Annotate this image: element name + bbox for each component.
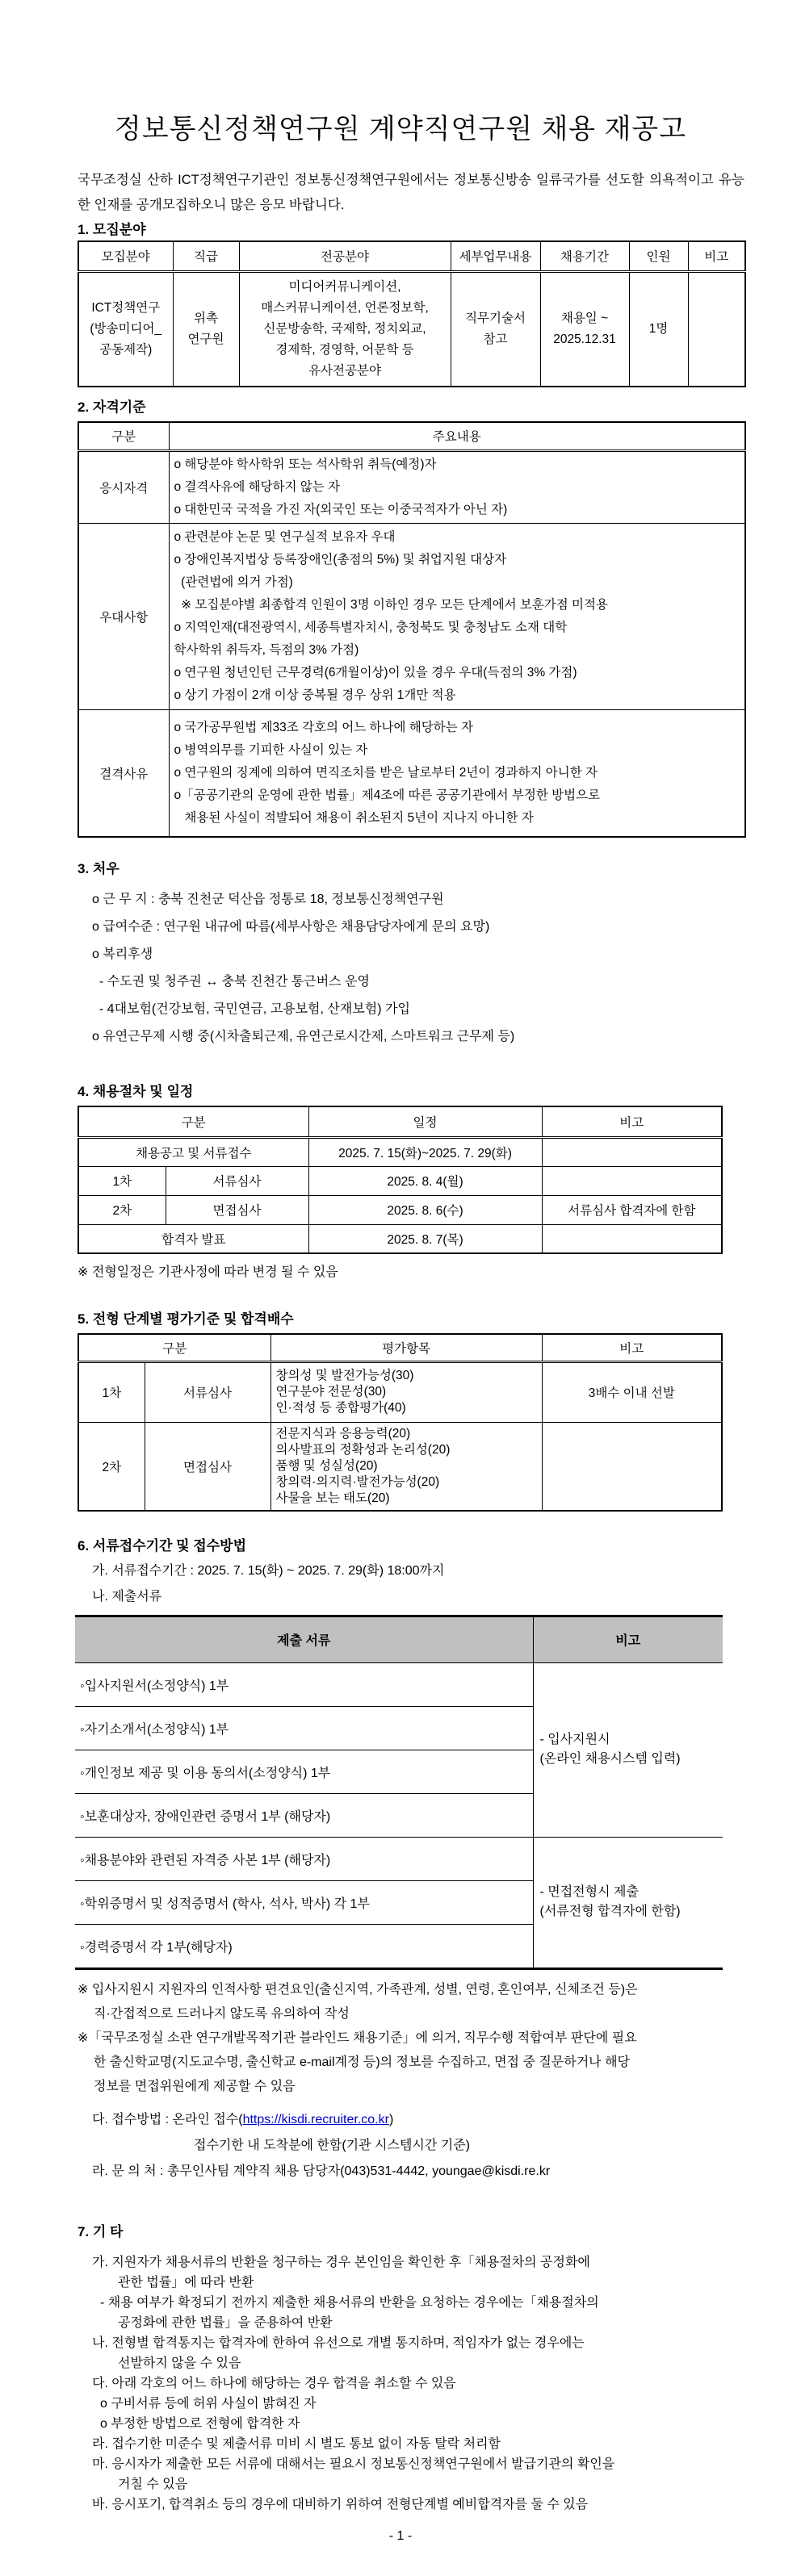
table-cell: 채용일 ~ 2025.12.31 bbox=[540, 271, 629, 387]
content-line: ※ 모집분야별 최종합격 인원이 3명 이하인 경우 모든 단계에서 보훈가점 미적용 bbox=[174, 597, 608, 612]
remark-line: 정보를 면접위원에게 제공할 수 있음 bbox=[94, 2079, 296, 2093]
remark-line: ※「국무조정실 소관 연구개발목적기관 블라인드 채용기준」에 의거, 직무수행 적합여부 판단에 필요 bbox=[78, 2030, 637, 2045]
table-row bbox=[78, 523, 745, 709]
method-label: 다. 접수방법 : 온라인 접수( bbox=[92, 2112, 243, 2126]
section-4-heading: 4. 채용절차 및 일정 bbox=[78, 1084, 194, 1099]
qualification-table bbox=[78, 421, 746, 838]
criteria-item: 인·적성 등 종합평가(40) bbox=[275, 1401, 406, 1415]
stage-name: 서류심사 bbox=[145, 1361, 270, 1422]
misc-line: 선발하지 않을 수 있음 bbox=[118, 2356, 241, 2370]
col-header: 평가항목 bbox=[270, 1334, 542, 1361]
remark-line: 한 출신학교명(지도교수명, 출신학교 e-mail계정 등)의 정보를 수집하고, 면접 중 질문하거나 해당 bbox=[94, 2055, 630, 2069]
note-line: (서류전형 합격자에 한함) bbox=[539, 1905, 681, 1918]
criteria-item: 전문지식과 응용능력(20) bbox=[275, 1426, 411, 1441]
application-period: 가. 서류접수기간 : 2025. 7. 15(화) ~ 2025. 7. 29(화) 18:00까지 bbox=[92, 1563, 445, 1578]
misc-line: 관한 법률」에 따라 반환 bbox=[118, 2275, 254, 2290]
row-label: 결격사유 bbox=[78, 709, 169, 837]
table-row bbox=[78, 1224, 722, 1253]
note bbox=[542, 1224, 722, 1253]
note-line: (온라인 채용시스템 입력) bbox=[539, 1752, 681, 1766]
content-line: o 관련분야 논문 및 연구실적 보유자 우대 bbox=[174, 529, 396, 544]
note-online bbox=[533, 1662, 723, 1837]
note-interview bbox=[533, 1837, 723, 1968]
date: 2025. 8. 4(월) bbox=[308, 1166, 542, 1195]
table-row bbox=[78, 1137, 722, 1166]
contact-info: 라. 문 의 처 : 총무인사팀 계약직 채용 담당자(043)531-4442, youngae@kisdi.re.kr bbox=[92, 2164, 551, 2178]
benefit-line: o 복리후생 bbox=[92, 947, 153, 961]
misc-line: 공정화에 관한 법률」을 준용하여 반환 bbox=[118, 2315, 333, 2330]
table-row bbox=[78, 1422, 722, 1511]
content-line: o 결격사유에 해당하지 않는 자 bbox=[174, 479, 341, 494]
row-label: 우대사항 bbox=[78, 523, 169, 709]
benefit-line: - 수도권 및 청주권 ↔ 충북 진천간 통근버스 운영 bbox=[92, 975, 370, 989]
criteria-item: 창의력·의지력·발전가능성(20) bbox=[275, 1474, 440, 1489]
col-header: 모집분야 bbox=[78, 241, 173, 271]
documents-table bbox=[75, 1615, 723, 1970]
section-3-heading: 3. 처우 bbox=[78, 861, 120, 876]
stage: 합격자 발표 bbox=[78, 1224, 308, 1253]
content-line: o 병역의무를 기피한 사실이 있는 자 bbox=[174, 742, 368, 757]
header-row bbox=[75, 1616, 723, 1662]
misc-line: o 구비서류 등에 허위 사실이 밝혀진 자 bbox=[100, 2396, 317, 2411]
schedule-table bbox=[78, 1106, 723, 1254]
table-cell bbox=[688, 271, 745, 387]
schedule-footnote: ※ 전형일정은 기관사정에 따라 변경 될 수 있음 bbox=[78, 1265, 338, 1279]
row-label: 응시자격 bbox=[78, 450, 169, 523]
note: 서류심사 합격자에 한함 bbox=[542, 1195, 722, 1224]
col-header: 제출 서류 bbox=[75, 1616, 533, 1662]
table-cell: 1명 bbox=[629, 271, 688, 387]
table-row bbox=[75, 1662, 723, 1706]
note-line: - 면접전형시 제출 bbox=[539, 1885, 639, 1899]
recruitment-field-table bbox=[78, 240, 746, 387]
table-row bbox=[78, 709, 745, 837]
criteria-item: 창의성 및 발전가능성(30) bbox=[275, 1369, 414, 1382]
col-header: 비고 bbox=[542, 1106, 722, 1137]
misc-line: 바. 응시포기, 합격취소 등의 경우에 대비하기 위하여 전형단계별 예비합격자를 둘 수 있음 bbox=[92, 2497, 589, 2511]
misc-line: 다. 아래 각호의 어느 하나에 해당하는 경우 합격을 취소할 수 있음 bbox=[92, 2376, 456, 2390]
row-content bbox=[169, 523, 745, 709]
benefit-line: - 4대보험(건강보험, 국민연금, 고용보험, 산재보험) 가입 bbox=[92, 1002, 410, 1016]
benefits-list bbox=[92, 886, 744, 1051]
table-row bbox=[78, 1166, 722, 1195]
col-header: 구분 bbox=[78, 422, 169, 450]
content-line: o「공공기관의 운영에 관한 법률」제4조에 따른 공공기관에서 부정한 방법으로 bbox=[174, 788, 601, 802]
criteria bbox=[270, 1422, 542, 1511]
section-5-heading: 5. 전형 단계별 평가기준 및 합격배수 bbox=[78, 1311, 294, 1327]
col-header: 구분 bbox=[78, 1106, 308, 1137]
page-title: 정보통신정책연구원 계약직연구원 채용 재공고 bbox=[114, 114, 687, 144]
note bbox=[542, 1422, 722, 1511]
stage: 1차 bbox=[78, 1361, 145, 1422]
content-line: o 연구원 청년인턴 근무경력(6개월이상)이 있을 경우 우대(득점의 3% 가점) bbox=[174, 665, 577, 680]
content-line: 학사학위 취득자, 득점의 3% 가점) bbox=[174, 642, 359, 657]
col-header: 직급 bbox=[173, 241, 239, 271]
stage: 1차 bbox=[78, 1166, 166, 1195]
note-line: - 입사지원시 bbox=[539, 1733, 610, 1746]
table-row bbox=[75, 1837, 723, 1880]
table-cell: 직무기술서 참고 bbox=[451, 271, 540, 387]
application-method bbox=[92, 2107, 744, 2133]
content-line: o 해당분야 학사학위 또는 석사학위 취득(예정)자 bbox=[174, 457, 437, 471]
content-line: o 장애인복지법상 등록장애인(총점의 5%) 및 취업지원 대상자 bbox=[174, 552, 507, 567]
misc-line: 마. 응시자가 제출한 모든 서류에 대해서는 필요시 정보통신정책연구원에서 발급기관의 확인을 bbox=[92, 2457, 615, 2471]
page-number: - 1 - bbox=[388, 2528, 413, 2543]
misc-line: - 채용 여부가 확정되기 전까지 제출한 채용서류의 반환을 요청하는 경우에는「채용절차의 bbox=[100, 2295, 599, 2310]
row-content bbox=[169, 450, 745, 523]
table-row bbox=[78, 271, 745, 387]
remark-line: 직·간접적으로 드러나지 않도록 유의하여 작성 bbox=[94, 2006, 350, 2021]
col-header: 비고 bbox=[542, 1334, 722, 1361]
date: 2025. 7. 15(화)~2025. 7. 29(화) bbox=[308, 1137, 542, 1166]
criteria-item: 의사발표의 정확성과 논리성(20) bbox=[275, 1442, 451, 1457]
table-row bbox=[78, 1361, 722, 1422]
section-1-heading: 1. 모집분야 bbox=[78, 222, 146, 237]
criteria-item: 사물을 보는 태도(20) bbox=[275, 1491, 390, 1505]
content-line: o 상기 가점이 2개 이상 중복될 경우 상위 1개만 적용 bbox=[174, 688, 456, 702]
table-cell: 미디어커뮤니케이션, 매스커뮤니케이션, 언론정보학, 신문방송학, 국제학, 정치외교, 경제학, 경영학, 어문학 등 유사전공분야 bbox=[239, 271, 451, 387]
content-line: o 지역인재(대전광역시, 세종특별자치시, 충청북도 및 충청남도 소재 대학 bbox=[174, 620, 568, 634]
col-header: 일정 bbox=[308, 1106, 542, 1137]
date: 2025. 8. 7(목) bbox=[308, 1224, 542, 1253]
document-item: ◦학위증명서 및 성적증명서 (학사, 석사, 박사) 각 1부 bbox=[75, 1880, 533, 1924]
col-header: 비고 bbox=[533, 1616, 723, 1662]
stage-name: 면접심사 bbox=[145, 1422, 270, 1511]
content-line: o 연구원의 징계에 의하여 면직조치를 받은 날로부터 2년이 경과하지 아니한 자 bbox=[174, 765, 598, 780]
content-line: 채용된 사실이 적발되어 채용이 취소된지 5년이 지나지 아니한 자 bbox=[174, 810, 534, 825]
col-header: 전공분야 bbox=[239, 241, 451, 271]
documents-label: 나. 제출서류 bbox=[92, 1589, 162, 1604]
document-item: ◦보훈대상자, 장애인관련 증명서 1부 (해당자) bbox=[75, 1793, 533, 1837]
note: 3배수 이내 선발 bbox=[542, 1361, 722, 1422]
benefit-line: o 근 무 지 : 충북 진천군 덕산읍 정통로 18, 정보통신정책연구원 bbox=[92, 893, 444, 906]
note bbox=[542, 1166, 722, 1195]
col-header: 비고 bbox=[688, 241, 745, 271]
deadline-note: 접수기한 내 도착분에 한함(기관 시스템시간 기준) bbox=[194, 2138, 471, 2152]
header-row bbox=[78, 1106, 722, 1137]
header-row bbox=[78, 422, 745, 450]
content-line: o 국가공무원법 제33조 각호의 어느 하나에 해당하는 자 bbox=[174, 720, 473, 734]
misc-line: 가. 지원자가 채용서류의 반환을 청구하는 경우 본인임을 확인한 후「채용절차의 공정화에 bbox=[92, 2255, 590, 2269]
date: 2025. 8. 6(수) bbox=[308, 1195, 542, 1224]
col-header: 세부업무내용 bbox=[451, 241, 540, 271]
section-7-heading: 7. 기 타 bbox=[78, 2223, 124, 2239]
misc-line: 거칠 수 있음 bbox=[118, 2477, 188, 2491]
document-item: ◦채용분야와 관련된 자격증 사본 1부 (해당자) bbox=[75, 1837, 533, 1880]
table-row bbox=[78, 1195, 722, 1224]
method-suffix: ) bbox=[388, 2112, 394, 2126]
content-line: o 대한민국 국적을 가진 자(외국인 또는 이중국적자가 아닌 자) bbox=[174, 502, 508, 516]
benefit-line: o 유연근무제 시행 중(시차출퇴근제, 유연근로시간제, 스마트워크 근무제 등) bbox=[92, 1030, 515, 1043]
header-row bbox=[78, 241, 745, 271]
section-2-heading: 2. 자격기준 bbox=[78, 399, 146, 415]
table-cell: 위촉 연구원 bbox=[173, 271, 239, 387]
stage-name: 면접심사 bbox=[166, 1195, 308, 1224]
document-item: ◦경력증명서 각 1부(해당자) bbox=[75, 1924, 533, 1968]
criteria-item: 연구분야 전문성(30) bbox=[275, 1385, 387, 1399]
criteria-item: 품행 및 성실성(20) bbox=[275, 1458, 378, 1473]
col-header: 채용기간 bbox=[540, 241, 629, 271]
table-cell: ICT정책연구 (방송미디어_ 공동제작) bbox=[78, 271, 173, 387]
intro-paragraph: 국무조정실 산하 ICT정책연구기관인 정보통신정책연구원에서는 정보통신방송 일류국가를 선도할 의욕적이고 유능한 인재를 공개모집하오니 많은 응모 바랍니다. bbox=[78, 173, 744, 212]
row-content bbox=[169, 709, 745, 837]
section-6-heading: 6. 서류접수기간 및 접수방법 bbox=[78, 1537, 246, 1554]
header-row bbox=[78, 1334, 722, 1361]
col-header: 주요내용 bbox=[169, 422, 745, 450]
stage-name: 서류심사 bbox=[166, 1166, 308, 1195]
col-header: 구분 bbox=[78, 1334, 270, 1361]
criteria bbox=[270, 1361, 542, 1422]
document-item: ◦자기소개서(소정양식) 1부 bbox=[75, 1706, 533, 1750]
document-item: ◦입사지원서(소정양식) 1부 bbox=[75, 1662, 533, 1706]
misc-line: o 부정한 방법으로 전형에 합격한 자 bbox=[100, 2416, 300, 2431]
stage: 2차 bbox=[78, 1195, 166, 1224]
evaluation-table bbox=[78, 1333, 723, 1512]
document-item: ◦개인정보 제공 및 이용 동의서(소정양식) 1부 bbox=[75, 1750, 533, 1793]
recruit-site-link[interactable]: https://kisdi.recruiter.co.kr bbox=[242, 2112, 389, 2126]
note bbox=[542, 1137, 722, 1166]
benefit-line: o 급여수준 : 연구원 내규에 따름(세부사항은 채용담당자에게 문의 요망) bbox=[92, 920, 490, 934]
content-line: (관련법에 의거 가점) bbox=[174, 575, 293, 589]
stage: 채용공고 및 서류접수 bbox=[78, 1137, 308, 1166]
documents-remarks bbox=[78, 1978, 744, 2099]
table-row bbox=[78, 450, 745, 523]
col-header: 인원 bbox=[629, 241, 688, 271]
remark-line: ※ 입사지원시 지원자의 인적사항 편견요인(출신지역, 가족관계, 성별, 연령, 혼인여부, 신체조건 등)은 bbox=[78, 1982, 638, 1997]
misc-line: 라. 접수기한 미준수 및 제출서류 미비 시 별도 통보 없이 자동 탈락 처리함 bbox=[92, 2436, 501, 2451]
misc-list bbox=[78, 2252, 744, 2515]
misc-line: 나. 전형별 합격통지는 합격자에 한하여 유선으로 개별 통지하며, 적임자가 없는 경우에는 bbox=[92, 2336, 585, 2350]
stage: 2차 bbox=[78, 1422, 145, 1511]
